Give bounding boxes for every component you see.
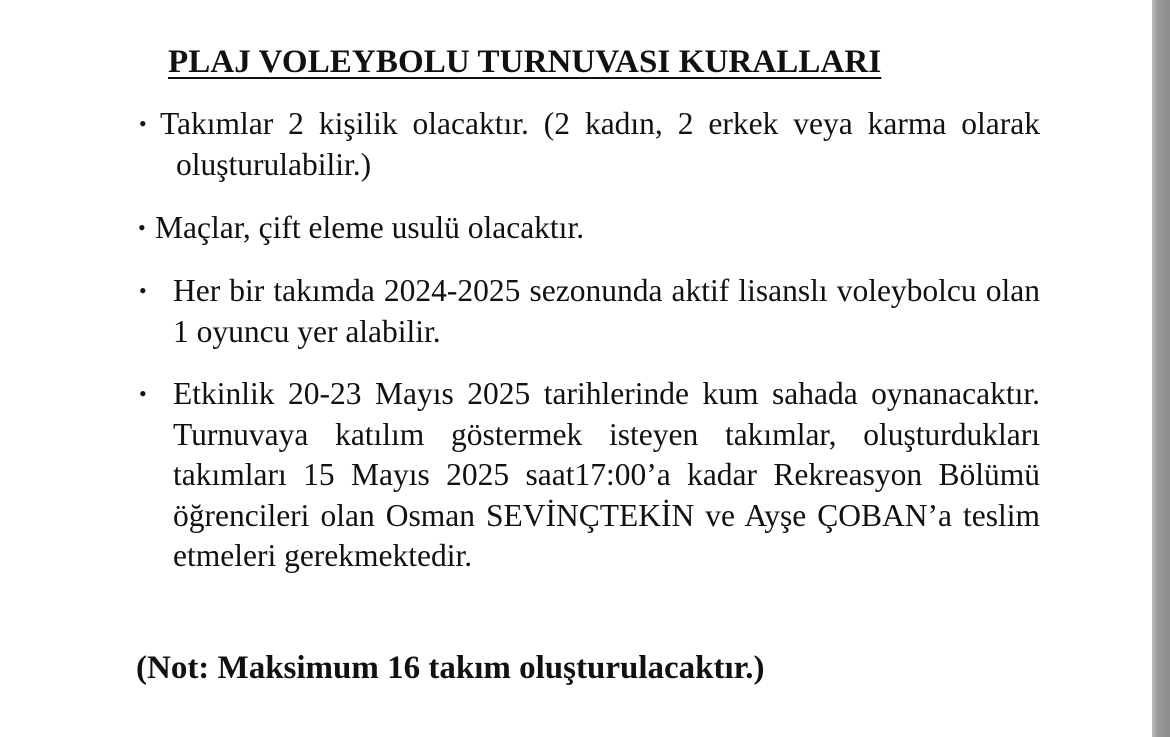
bullet-icon: • (139, 278, 147, 303)
max-teams-note: (Not: Maksimum 16 takım oluşturulacaktır.) (136, 650, 765, 686)
document-title: PLAJ VOLEYBOLU TURNUVASI KURALLARI (168, 44, 882, 80)
rule-text: Maçlar, çift eleme usulü olacaktır. (155, 210, 585, 245)
page-edge-shadow (1152, 0, 1170, 737)
rule-item-event-dates (135, 374, 1040, 577)
bullet-icon: • (139, 381, 147, 406)
bullet-icon: • (139, 111, 147, 136)
rule-text: Takımlar 2 kişilik olacaktır. (2 kadın, 2 erkek veya karma olarak oluşturulabilir.) (160, 106, 1040, 182)
rule-item-elimination (135, 208, 1040, 249)
bullet-icon: • (138, 215, 146, 240)
rule-text: Her bir takımda 2024-2025 sezonunda aktif lisanslı voleybolcu olan 1 oyuncu yer alabilir. (173, 273, 1040, 349)
rule-item-licensed-player (135, 271, 1040, 352)
rule-text: Etkinlik 20-23 Mayıs 2025 tarihlerinde kum sahada oynanacaktır. Turnuvaya katılım göstermek isteyen takımlar, oluşturdukları takımları 15 Mayıs 2025 saat17:00’a kadar Rekreasyon Bölümü öğrencileri olan Osman SEVİNÇTEKİN ve Ayşe ÇOBAN’a teslim etmeleri gerekmektedir. (173, 376, 1040, 573)
rule-item-team-size (135, 104, 1040, 185)
